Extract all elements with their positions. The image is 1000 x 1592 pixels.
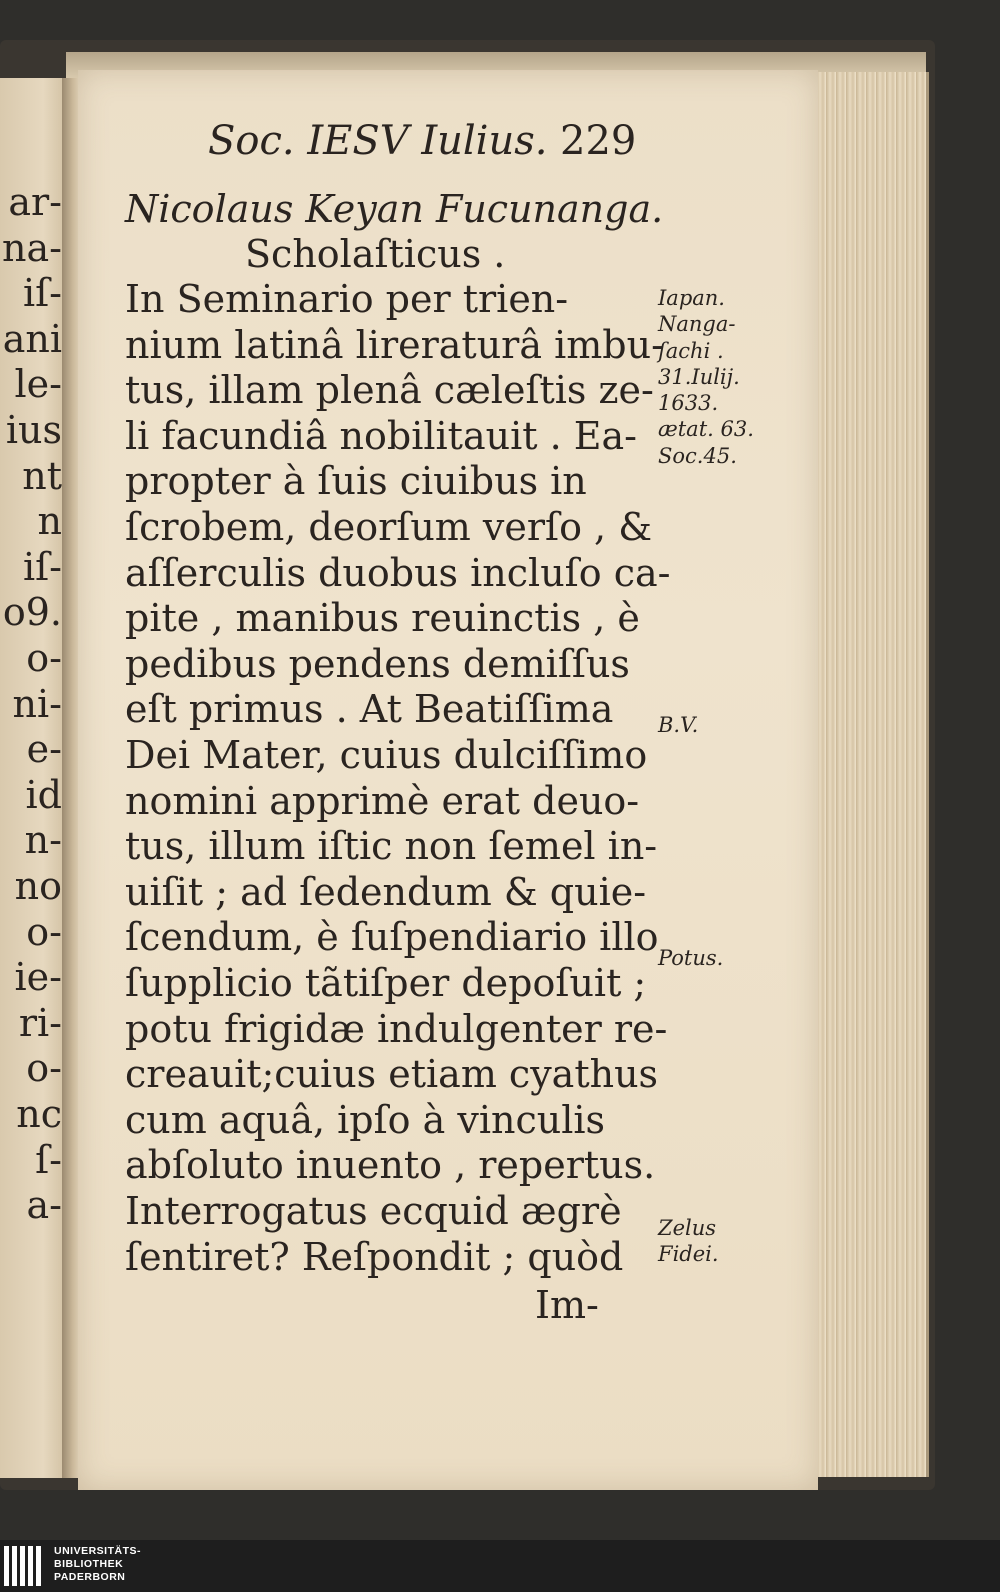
page-fore-edge [806, 72, 929, 1477]
left-page-fragment: e- [26, 727, 62, 772]
text-line: cum aquâ, ipſo à vinculis [125, 1097, 606, 1142]
left-page-fragment: nc [16, 1092, 62, 1136]
left-page-fragment: o- [26, 1046, 62, 1091]
text-line: tus, illum iſtic non ſemel in- [125, 824, 658, 869]
text-line: propter à ſuis ciuibus in [125, 459, 587, 504]
left-page-fragment: na- [2, 225, 62, 270]
text-line: In Seminario per trien- [125, 277, 569, 321]
library-logo-icon [0, 1540, 48, 1592]
text-line: creauit;cuius etiam cyathus [125, 1052, 659, 1097]
entry-subheading: Scholaſticus . [245, 232, 506, 276]
text-line: ſupplicio tãtiſper depoſuit ; [125, 961, 647, 1005]
left-page-fragment: ri- [18, 1000, 62, 1045]
text-line: pedibus pendens demiſſus [125, 641, 630, 686]
margin-note-potus: Potus. [658, 946, 724, 970]
text-line: abſoluto inuento , repertus. [125, 1143, 656, 1188]
left-page-fragment: iſ- [22, 271, 62, 316]
left-page-fragment: ni- [12, 681, 62, 726]
left-page-fragment: iſ- [22, 544, 62, 589]
text-line: eſt primus . At Beatiſſima [125, 687, 614, 732]
text-line: ſentiret? Reſpondit ; quòd [125, 1234, 624, 1279]
left-page-fragment: n- [24, 818, 62, 863]
left-page-fragment: n [37, 499, 62, 544]
catchword: Im- [535, 1283, 599, 1327]
margin-note-bv: B.V. [658, 713, 699, 737]
text-line: uiſit ; ad ſedendum & quie- [125, 869, 647, 914]
footer-bar [0, 1540, 1000, 1592]
text-line: nium latinâ lireraturâ imbu- [125, 322, 664, 367]
text-line: aſſerculis duobus incluſo ca- [125, 550, 671, 595]
left-page-fragment: o- [26, 636, 62, 680]
text-line: ſcendum, è ſuſpendiario illo [125, 915, 659, 960]
left-page-fragment: no [14, 864, 62, 908]
left-page-fragment: ar- [8, 180, 62, 224]
text-line: pite , manibus reuinctis , è [125, 596, 640, 641]
left-page-fragment: id [25, 772, 62, 817]
text-line: li facundiâ nobilitauit . Ea- [125, 413, 637, 458]
text-line: Interrogatus ecquid ægrè [125, 1189, 622, 1233]
page-number: 229 [560, 118, 637, 164]
running-head: Soc. IESV Iulius. [208, 118, 548, 164]
left-page-fragment: ſ- [35, 1137, 62, 1182]
left-page-fragment: o9. [2, 590, 62, 635]
library-logo-text: UNIVERSITÄTS- BIBLIOTHEK PADERBORN [54, 1545, 142, 1583]
text-line: potu frigidæ indulgenter re- [125, 1006, 668, 1051]
left-page-fragment: o- [26, 909, 62, 954]
left-page-fragment: nt [22, 453, 62, 498]
left-page-fragment: ie- [14, 955, 62, 1000]
margin-note-zelus-fidei: Zelus Fidei. [658, 1216, 719, 1267]
left-page-fragment: ius [5, 408, 62, 452]
left-page-fragment: le- [14, 362, 62, 407]
left-page-fragment: ani [2, 316, 62, 361]
text-line: ſcrobem, deorſum verſo , & [125, 505, 653, 549]
text-line: nomini apprimè erat deuo- [125, 778, 640, 823]
margin-note-place-date: Iapan. Nanga- ſachi . 31.Iulij. 1633. ætat. 63. Soc.45. [658, 286, 754, 468]
text-line: tus, illam plenâ cæleſtis ze- [125, 368, 654, 413]
left-page-fragment: a- [26, 1183, 62, 1228]
entry-heading: Nicolaus Keyan Fucunanga. [125, 187, 664, 231]
text-line: Dei Mater, cuius dulciſſimo [125, 733, 648, 777]
